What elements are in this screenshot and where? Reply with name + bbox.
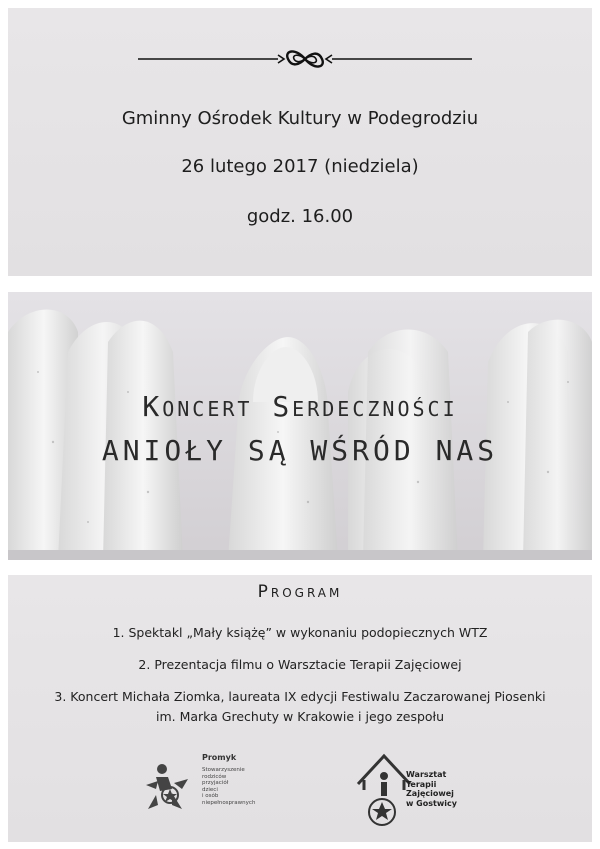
program-item: 2. Prezentacja filmu o Warsztacie Terapii Zajęciowej bbox=[138, 657, 462, 672]
promyk-subtitle: Stowarzyszenie rodziców przyjaciół dzieci i osób niepełnosprawnych bbox=[202, 767, 256, 806]
angel-sculptures-image bbox=[8, 292, 592, 560]
program-item: 1. Spektakl „Mały książę” w wykonaniu podopiecznych WTZ bbox=[112, 625, 488, 640]
event-time: godz. 16.00 bbox=[246, 206, 354, 227]
program-item: 3. Koncert Michała Ziomka, laureata IX edycji Festiwalu Zaczarowanej Piosenki im. Marka Grechuty w Krakowie i jego zespołu bbox=[54, 689, 546, 724]
promyk-logo bbox=[142, 751, 292, 821]
wtz-house-icon bbox=[354, 750, 414, 830]
concert-subtitle: ANIOŁY SĄ WŚRÓD NAS bbox=[101, 434, 499, 467]
venue-text: Gminny Ośrodek Kultury w Podegrodziu bbox=[121, 108, 479, 129]
program-panel bbox=[8, 575, 592, 842]
event-date: 26 lutego 2017 (niedziela) bbox=[181, 156, 419, 177]
wtz-name: Warsztat Terapii Zajęciowej w Gostwicy bbox=[406, 770, 457, 808]
angels-banner bbox=[8, 292, 592, 560]
ornament-divider-icon bbox=[138, 44, 472, 74]
promyk-star-icon bbox=[142, 757, 198, 817]
concert-title: Koncert Serdeczności bbox=[142, 390, 458, 423]
header-panel bbox=[8, 8, 592, 276]
promyk-name: Promyk bbox=[202, 753, 237, 762]
program-heading: Program bbox=[257, 582, 343, 602]
wtz-logo bbox=[354, 750, 504, 830]
